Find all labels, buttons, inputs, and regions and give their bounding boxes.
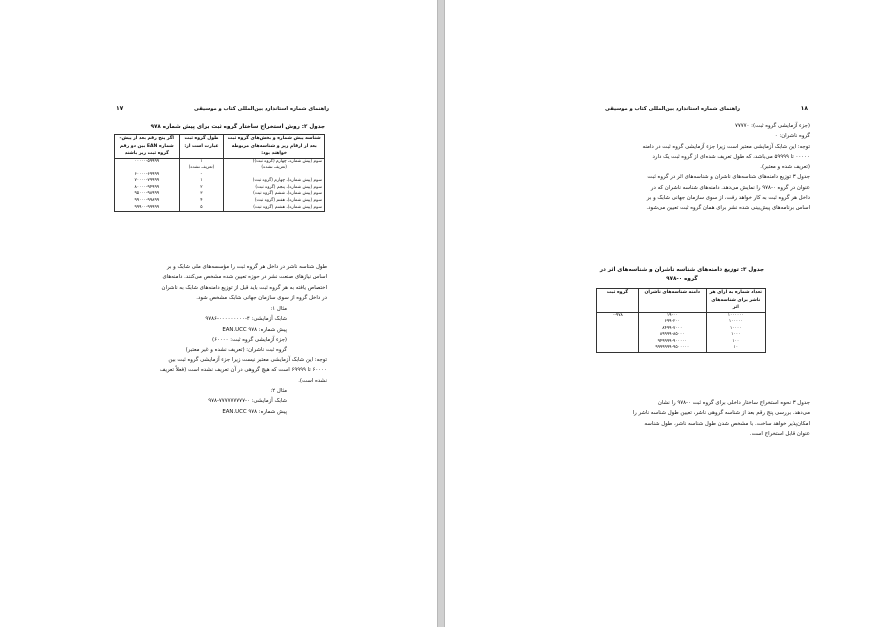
text-line: پیش شماره: ۹۷۸ EAN.UCC: [222, 326, 287, 333]
table-cell: ۶۰۰۰۰-۶۹۹۹۹: [134, 171, 160, 177]
table-header: اگر پنج رقم بعد از پیش-شماره EAN بین دو رقم گروه ثبت زیر باشند: [115, 135, 180, 159]
table-cell: ۶۹۹-۲۰۰: [664, 319, 680, 325]
table-cell: ۹۵۰۰۰-۹۸۹۹۹: [134, 191, 160, 197]
example-1-note: [160, 355, 327, 386]
text-line: گروه ثبت ناشران: (تعریف نشده و غیر معتبر): [185, 347, 287, 354]
table-header: تعداد شماره به ازای هر ناشر برای شناسه‌های اثر: [706, 289, 765, 313]
text-line: شابک آزمایشی: ۴-۰۰۰۰۰۰۰۰۰-۹۷۸۶: [205, 316, 287, 323]
structure-table: [114, 134, 325, 212]
text-line: پیش شماره: ۹۷۸ EAN.UCC: [222, 408, 287, 415]
table-cell: ۱۰۰: [732, 338, 740, 344]
table-cell: -: [200, 171, 203, 177]
table-column: [115, 158, 180, 212]
body-paragraph: [162, 262, 328, 303]
text-line: داخل هر گروه ثبت به کار خواهد رفت، از سوی سازمان جهانی شابک و بر: [646, 195, 810, 202]
text-line: نشده است).: [298, 377, 327, 384]
text-line: عنوان در گروه ۰-۹۷۸ را نمایش می‌دهد. دامنه‌های شناسه ناشران که در: [650, 184, 810, 191]
text-line: توجه: این شابک آزمایشی معتبر است زیرا جزء آزمایشی گروه ثبت در دامنه: [642, 143, 810, 150]
table-column: [706, 312, 765, 353]
text-line: طول شناسه ناشر در داخل هر گروه ثبت را مؤسسه‌های ملی شابک و بر: [166, 264, 327, 270]
table-column: [597, 312, 639, 353]
text-line: اختصاص یافته به هر گروه ثبت باید قبل از توزیع دامنه‌های شابک به ناشران: [161, 284, 327, 291]
text-line: گروه ناشران: ۰: [774, 133, 810, 140]
table-cell: سوم (پیش شماره، چهارم (گروه ثبت)): [252, 158, 322, 164]
table-cell: ۷۰۰۰۰-۷۹۹۹۹: [134, 178, 160, 184]
table-caption: [600, 266, 764, 284]
caption-line: گروه ۰-۹۷۸: [666, 276, 698, 282]
table-cell: (تعریف نشده): [261, 165, 287, 171]
table-cell: سوم (پیش شماره)، چهارم (گروه ثبت): [252, 178, 322, 184]
right-page: [445, 0, 886, 627]
table-cell: سوم (پیش شماره)، هشتم (گروه ثبت): [253, 204, 322, 210]
text-line: اساس برنامه‌های پیش‌بینی شده نشر برای همان گروه ثبت تعیین می‌شود.: [646, 205, 810, 212]
table-cell: ۲: [200, 184, 203, 190]
table-cell: ۰۰۰۰۰-۵۹۹۹۹: [134, 158, 160, 164]
table-cell: (تعریف نشده): [188, 165, 215, 171]
table-cell: [117, 165, 177, 172]
table-cell: ۱۰۰۰۰۰۰: [727, 312, 744, 318]
table-cell: ۱: [200, 158, 203, 164]
table-header: طول گروه ثبت عبارت است از:: [179, 135, 224, 159]
text-line: امکان‌پذیر خواهد ساخت. با مشخص شدن طول شناسه ناشر، طول شناسه: [644, 420, 810, 427]
text-line: مثال ۲:: [270, 388, 287, 394]
table-cell: ۱۹-۰۰: [666, 312, 678, 318]
table-cell: ۱۰: [733, 345, 739, 351]
table-cell: سوم (پیش شماره)، پنجم (گروه ثبت): [255, 184, 322, 190]
table-cell: ۹۹۰۰۰-۹۹۸۹۹: [134, 198, 160, 204]
running-header: راهنمای شماره استاندارد بین‌المللی کتاب و موسیقی: [194, 106, 329, 112]
table-cell: ۸۴۹۹-۷۰۰۰: [662, 325, 683, 331]
table-cell: سوم (پیش شماره)، هفتم (گروه ثبت): [254, 198, 322, 204]
text-line: اساس نیازهای صنعت نشر در حوزه تعیین شده مشخص می‌کنند. دامنه‌های: [162, 274, 327, 281]
text-line: (جزء آزمایشی گروه ثبت): ۷۷۷۷۰: [734, 123, 810, 129]
table-cell: ۹۴۹۹۹۹-۹۰۰۰۰۰: [657, 338, 687, 344]
page-number: ۱۷: [116, 105, 124, 112]
running-header: راهنمای شماره استاندارد بین‌المللی کتاب و موسیقی: [605, 106, 740, 112]
text-line: (تعریف شده و معتبر).: [760, 164, 810, 171]
intro-text: [643, 121, 810, 214]
table-header: دامنه شناسه‌های ناشران: [638, 289, 706, 313]
distribution-table: [596, 288, 766, 353]
table-cell: ۳: [200, 191, 203, 197]
text-line: ۰۰۰۰۰ تا ۵۹۹۹۹ می‌باشد، که طول تعریف شده‌ای از گروه ثبت یک دارد: [652, 153, 810, 160]
text-line: جدول ۳ توزیع دامنه‌های شناسه‌های ناشران و شناسه‌های اثر در گروه ثبت: [647, 174, 810, 181]
page-number: ۱۸: [800, 105, 808, 112]
left-page: [0, 0, 437, 627]
text-line: جدول ۳ نحوه استخراج ساختار داخلی برای گروه ثبت ۰-۹۷۸ را نشان: [657, 400, 810, 406]
table-cell: ۹۹۹۰۰-۹۹۹۹۹: [134, 204, 160, 210]
text-line: در داخل گروه از سوی سازمان جهانی شابک مشخص شود.: [196, 294, 327, 301]
table-cell: ۸۰۰۰۰-۹۴۹۹۹: [134, 184, 160, 190]
text-line: (جزء آزمایشی گروه ثبت: ۶۰۰۰۰): [211, 336, 287, 343]
example-1: [186, 304, 287, 355]
table-cell: ۴: [200, 198, 203, 204]
text-line: شابک آزمایشی: ۰-۷۷۷۷۷۷۷۷۷-۹۷۸: [208, 398, 287, 405]
table-cell: ۹۹۹۹۹۹۹-۹۵۰۰۰۰۰: [655, 345, 690, 351]
table-caption: جدول ۲: روش استخراج ساختار گروه ثبت برای پیش شماره ۹۷۸: [150, 124, 325, 130]
caption-line: جدول ۳: توزیع دامنه‌های شناسه ناشران و شناسه‌های اثر در: [599, 267, 764, 273]
example-2: [208, 386, 287, 417]
table-column: [224, 158, 325, 212]
text-line: مثال ۱:: [270, 306, 287, 312]
table-cell: ۸۹۹۹۹-۸۵۰۰۰: [659, 332, 685, 338]
text-line: عنوان قابل استخراج است.: [749, 430, 810, 437]
table-header: گروه ثبت: [597, 289, 639, 313]
text-line: توجه: این شابک آزمایشی معتبر نیست زیرا جزء آزمایشی گروه ثبت بین: [168, 357, 327, 363]
text-line: می‌دهد. بررسی پنج رقم بعد از شناسه گروهی ناشر، تعیین طول شناسه ناشر را: [632, 410, 810, 417]
closing-paragraph: [633, 398, 810, 439]
table-cell: سوم (پیش شماره)، ششم (گروه ثبت): [253, 191, 322, 197]
table-cell: ۰-۹۷۸: [612, 312, 623, 318]
book-spine-divider: [437, 0, 445, 627]
table-cell: ۱۰۰۰: [731, 332, 741, 338]
table-cell: ۱۰۰۰۰۰: [728, 319, 743, 325]
table-column: [638, 312, 706, 353]
table-cell: ۱۰۰۰۰: [730, 325, 742, 331]
table-cell: ۵: [200, 204, 203, 210]
table-column: [179, 158, 224, 212]
table-cell: ۱: [200, 178, 203, 184]
text-line: ۶۰۰۰۰ تا ۶۹۹۹۹ است که هیچ گروهی در آن تعریف نشده است (فعلاً تعریف: [159, 367, 327, 374]
table-header: شناسه پیش شماره و بخش‌های گروه ثبت بعد از ارقام زیر و شناسه‌های مربوطه خواهند بود:: [224, 135, 325, 159]
